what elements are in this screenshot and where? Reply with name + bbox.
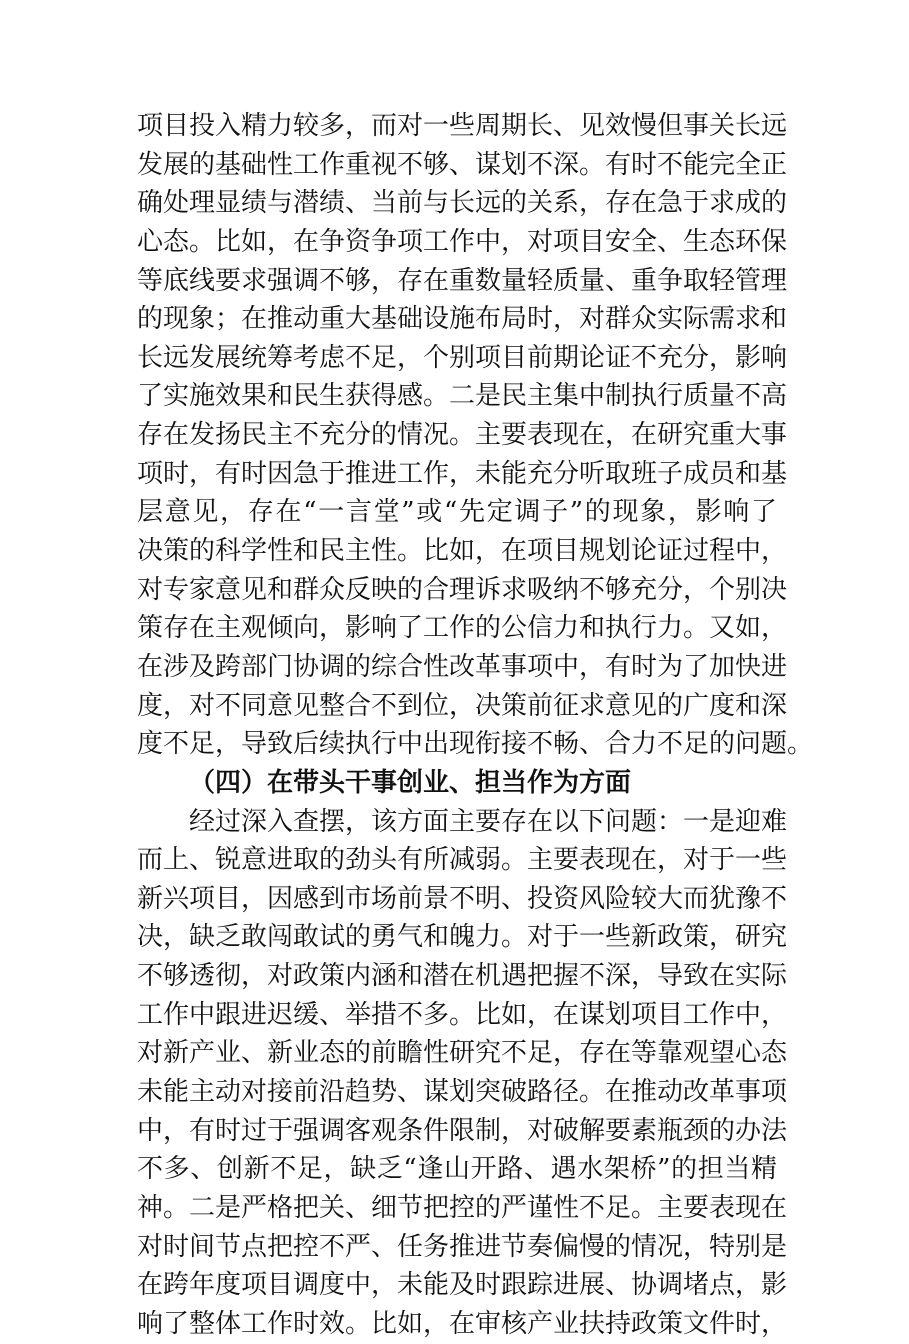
text-line: 不多、创新不足，缺乏“逢山开路、遇水架桥”的担当精	[137, 1154, 777, 1185]
text-line: 度，对不同意见整合不到位，决策前征求意见的广度和深	[137, 690, 788, 721]
text-line: 对专家意见和群众反映的合理诉求吸纳不够充分，个别决	[137, 574, 788, 605]
paragraph-first-line: 经过深入查摆，该方面主要存在以下问题：一是迎难	[189, 806, 788, 837]
text-line: 存在发扬民主不充分的情况。主要表现在，在研究重大事	[137, 420, 788, 451]
text-line: 工作中跟进迟缓、举措不多。比如，在谋划项目工作中，	[137, 999, 788, 1030]
text-line: 层意见，存在“一言堂”或“先定调子”的现象，影响了	[137, 497, 777, 528]
text-line: 决，缺乏敢闯敢试的勇气和魄力。对于一些新政策，研究	[137, 922, 788, 953]
text-line: 对新产业、新业态的前瞻性研究不足，存在等靠观望心态	[137, 1038, 788, 1069]
text-line: 未能主动对接前沿趋势、谋划突破路径。在推动改革事项	[137, 1077, 788, 1108]
text-line: 发展的基础性工作重视不够、谋划不深。有时不能完全正	[137, 149, 788, 180]
text-line: 在跨年度项目调度中，未能及时跟踪进展、协调堵点，影	[137, 1270, 788, 1301]
text-line: 神。二是严格把关、细节把控的严谨性不足。主要表现在	[137, 1192, 788, 1223]
text-line: 不够透彻，对政策内涵和潜在机遇把握不深，导致在实际	[137, 961, 788, 992]
text-line: 度不足，导致后续执行中出现衔接不畅、合力不足的问题。	[137, 729, 814, 760]
text-line: 对时间节点把控不严、任务推进节奏偏慢的情况，特别是	[137, 1231, 788, 1262]
text-line: 心态。比如，在争资争项工作中，对项目安全、生态环保	[137, 226, 788, 257]
text-line: 而上、锐意进取的劲头有所减弱。主要表现在，对于一些	[137, 845, 788, 876]
document-body	[137, 107, 814, 1344]
text-line: 了实施效果和民生获得感。二是民主集中制执行质量不高	[137, 381, 788, 412]
text-line: 响了整体工作时效。比如，在审核产业扶持政策文件时，	[137, 1308, 788, 1339]
text-line: 项时，有时因急于推进工作，未能充分听取班子成员和基	[137, 458, 788, 489]
text-line: 新兴项目，因感到市场前景不明、投资风险较大而犹豫不	[137, 883, 788, 914]
text-line: 等底线要求强调不够，存在重数量轻质量、重争取轻管理	[137, 265, 788, 296]
text-line: 长远发展统筹考虑不足，个别项目前期论证不充分，影响	[137, 342, 788, 373]
text-line: 中，有时过于强调客观条件限制，对破解要素瓶颈的办法	[137, 1115, 788, 1146]
text-line: 项目投入精力较多，而对一些周期长、见效慢但事关长远	[137, 111, 788, 141]
text-line: 决策的科学性和民主性。比如，在项目规划论证过程中，	[137, 536, 788, 567]
section-heading: （四）在带头干事创业、担当作为方面	[189, 767, 632, 798]
text-line: 在涉及跨部门协调的综合性改革事项中，有时为了加快进	[137, 651, 788, 682]
text-line: 策存在主观倾向，影响了工作的公信力和执行力。又如，	[137, 613, 788, 644]
text-line: 的现象；在推动重大基础设施布局时，对群众实际需求和	[137, 304, 788, 335]
text-line: 确处理显绩与潜绩、当前与长远的关系，存在急于求成的	[137, 188, 788, 219]
